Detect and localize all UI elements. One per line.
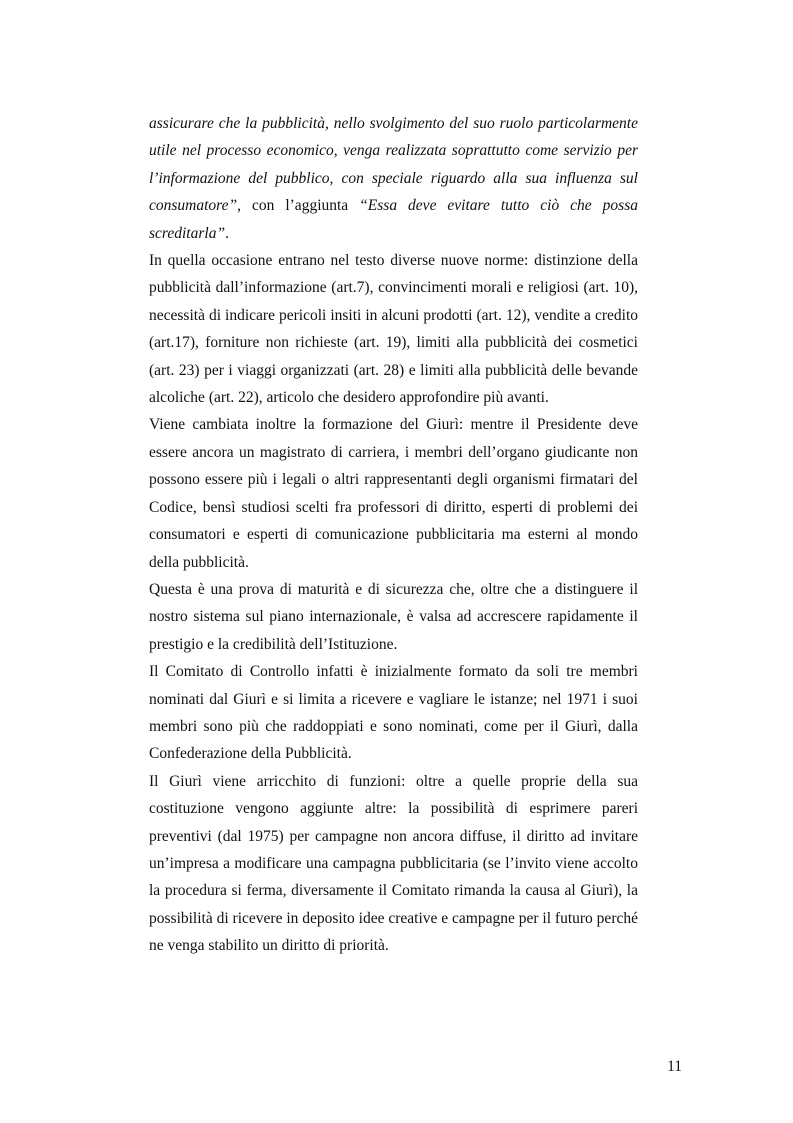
body-text: [149, 110, 638, 960]
paragraph: [149, 576, 638, 658]
paragraph: [149, 411, 638, 575]
plain-text: Questa è una prova di maturità e di sicurezza che, oltre che a distinguere il nostro sistema sul piano internazionale, è valsa ad accrescere rapidamente il prestigio e la credibilità dell’Istituzione.: [149, 580, 638, 653]
plain-text: , con l’aggiunta: [237, 197, 360, 215]
quote-text: assicurare che la pubblicità, nello svolgimento del suo ruolo particolarmente utile nel processo economico, venga realizzata soprattutto come servizio per l’informazione del pubblico, con speciale riguardo alla sua influenza sul consumatore”: [149, 115, 638, 215]
quote-text: “Essa deve evitare tutto ciò che possa screditarla”: [149, 197, 638, 242]
plain-text: Il Giurì viene arricchito di funzioni: oltre a quelle proprie della sua costituzione vengono aggiunte altre: la possibilità di esprimere pareri preventivi (dal 1975) per campagne non ancora diffuse, il diritto ad invitare un’impresa a modificare una campagna pubblicitaria (se l’invito viene accolto la procedura si ferma, diversamente il Comitato rimanda la causa al Giurì), la possibilità di ricevere in deposito idee creative e campagne per il futuro perché ne venga stabilito un diritto di priorità.: [149, 772, 638, 955]
page-number: 11: [667, 1058, 682, 1075]
plain-text: Il Comitato di Controllo infatti è inizialmente formato da soli tre membri nominati dal Giurì e si limita a ricevere e vagliare le istanze; nel 1971 i suoi membri sono più che raddoppiati e sono nominati, come per il Giurì, dalla Confederazione della Pubblicità.: [149, 663, 638, 763]
plain-text: .: [225, 224, 229, 242]
plain-text: In quella occasione entrano nel testo diverse nuove norme: distinzione della pubblicità dall’informazione (art.7), convincimenti morali e religiosi (art. 10), necessità di indicare pericoli insiti in alcuni prodotti (art. 12), vendite a credito (art.17), forniture non richieste (art. 19), limiti alla pubblicità dei cosmetici (art. 23) per i viaggi organizzati (art. 28) e limiti alla pubblicità delle bevande alcoliche (art. 22), articolo che desidero approfondire più avanti.: [149, 252, 638, 407]
plain-text: Viene cambiata inoltre la formazione del Giurì: mentre il Presidente deve essere ancora un magistrato di carriera, i membri dell’organo giudicante non possono essere più i legali o altri rappresentanti degli organismi firmatari del Codice, bensì studiosi scelti fra professori di diritto, esperti di problemi dei consumatori e esperti di comunicazione pubblicitaria ma esterni al mondo della pubblicità.: [149, 416, 638, 571]
paragraph: [149, 768, 638, 960]
paragraph: [149, 658, 638, 768]
paragraph: [149, 110, 638, 247]
paragraph: [149, 247, 638, 411]
